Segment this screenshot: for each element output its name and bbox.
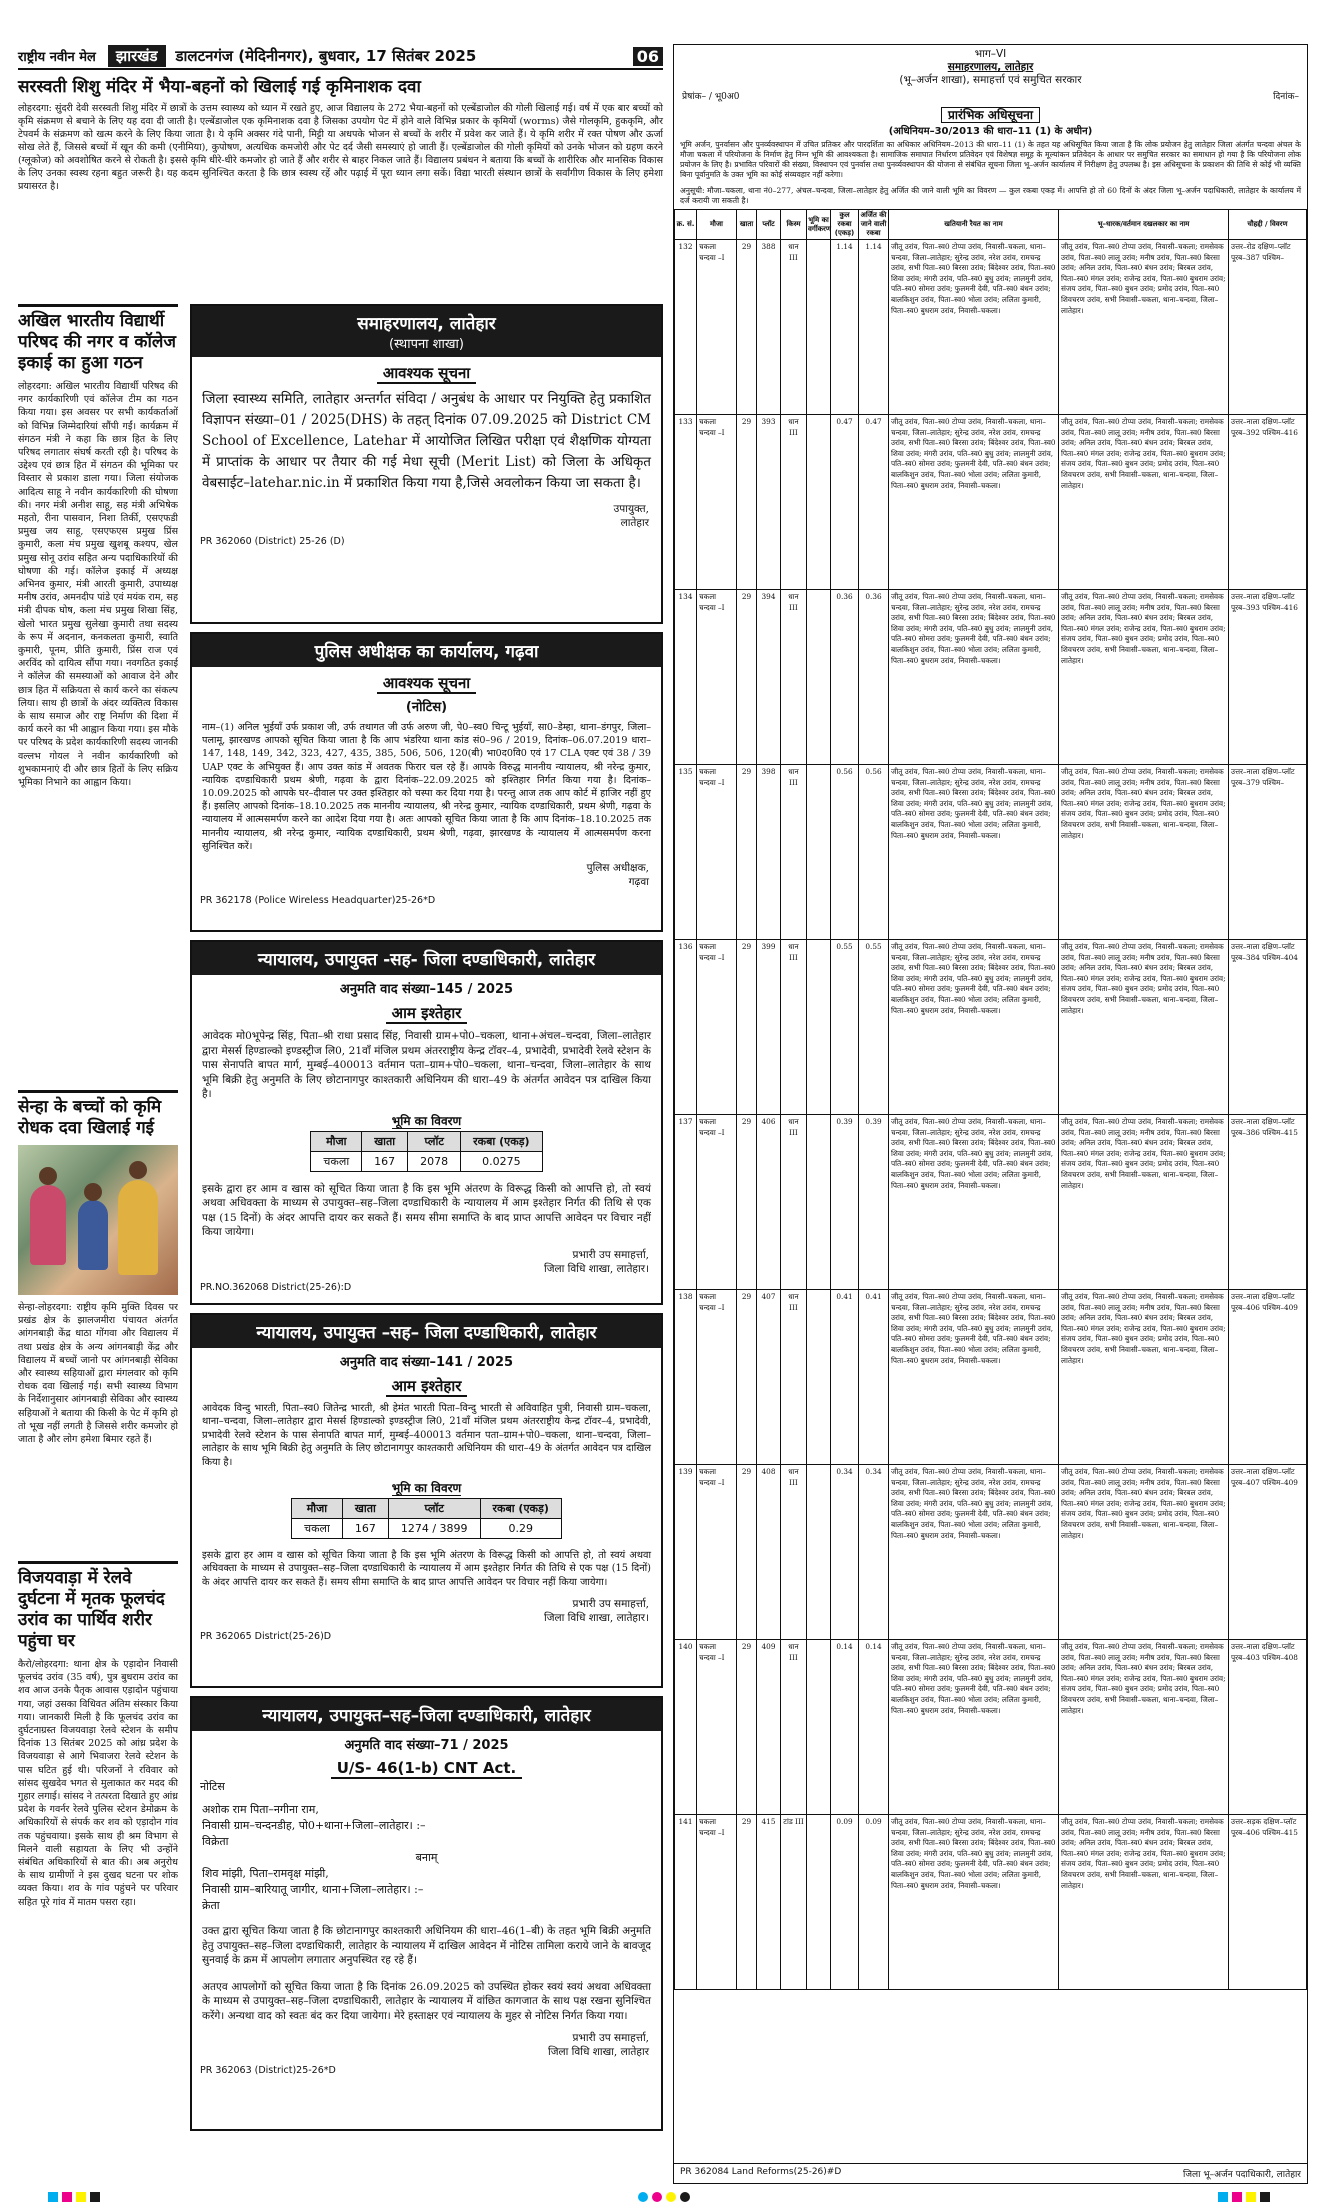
story-body: कैरो/लोहरदगा: थाना क्षेत्र के एड़ादोन निवासी फूलचंद उरांव (35 वर्ष), पुत्र बुधराम उरांव का शव आज उनके पैतृक आवास एड़ादोन पहुंचाया गया, जहां उसका विधिवत अंतिम संस्कार किया गया। जानकारी मिली है कि फूलचंद उरांव का दुर्घटनाग्रस्त विजयवाड़ा रेलवे स्टेशन के समीप दिनांक 13 सितंबर 2025 को आंध्र प्रदेश के विजयवाड़ा से आगे भिवाजरा रेलवे स्टेशन के पास घटित हुई थी। परिजनों ने रविवार को सांसद सुखदेव भगत से मुलाकात कर मदद की गुहार लगाई। सांसद ने तत्परता दिखाते हुए आंध्र प्रदेश के गवर्नर रेलवे पुलिस स्टेशन डेमोक्रम के अधिकारियों से संपर्क कर शव को एड़ादोन गांव तक पहुंचवाया। इसके साथ ही श्रम विभाग से मिलने वाली सहायता के लिए भी उन्होंने संबंधित अधिकारियों से बात की। अब अनुरोध के साथ ग्रामीणों ने इस दुखद घटना पर शोक व्यक्त किया। शव के गांव पहुंचने पर परिवार सहित पूरे गांव में मातम पसरा रहा। xyxy=(18,1659,178,1908)
notice-title: आम इश्तेहार xyxy=(192,1003,661,1023)
notice-signatory: प्रभारी उप समाहर्त्ता, जिला विधि शाखा, लातेहार। xyxy=(544,1248,649,1275)
news-photo xyxy=(18,1145,178,1295)
lead-headline: सरस्वती शिशु मंदिर में भैया-बहनों को खिलाई गई कृमिनाशक दवा xyxy=(18,77,421,97)
newspaper-page xyxy=(18,14,1308,2192)
land-schedule-table xyxy=(674,209,1307,1990)
notice-signatory: प्रभारी उप समाहर्त्ता, जिला विधि शाखा, लातेहार xyxy=(547,2032,649,2058)
notice-office: न्यायालय, उपायुक्त -सह- जिला दण्डाधिकारी, लातेहार xyxy=(192,942,661,975)
table-row: 137 चकला चन्दवा –I 29 406 धान III 0.39 0.39 जीतू उरांव, पिता–स्व0 टोप्पा उरांव, निवासी–चकला, थाना–चन्दवा, जिला–लातेहार; सुरेन्द्र उरांव, नरेश उरांव, रामचन्द्र उरांव, सभी पिता–स्व0 बिरसा उरांव; बिंदेश्वर उरांव, पिता–स्व0 शिवा उरांव; मंगरी उरांव, पति–स्व0 बुधु उरांव; लालमुनी उरांव, पति–स्व0 सोमरा उरांव; फुलमनी देवी, पति–स्व0 बंधन उरांव; बालकिशुन उरांव, पिता–स्व0 भोला उरांव; ललिता कुमारी, पिता–स्व0 बुधराम उरांव, निवासी–चकला। जीतू उरांव, पिता–स्व0 टोप्पा उरांव, निवासी–चकला; रामसेवक उरांव, पिता–स्व0 लालू उरांव; मनीष उरांव, पिता–स्व0 बिरसा उरांव; अनिल उरांव, पिता–स्व0 बंधन उरांव; बिरबल उरांव, पिता–स्व0 मंगल उरांव; राजेन्द्र उरांव, पिता–स्व0 बुधराम उरांव; संजय उरांव, पिता–स्व0 बुधन उरांव; प्रमोद उरांव, पिता–स्व0 शिवचरण उरांव, सभी निवासी–चकला, थाना–चन्दवा, जिला–लातेहार। उत्तर–नाला दक्षिण–प्लॉट पूरब–386 पश्चिम–415 xyxy=(675,1115,1307,1290)
pr-number: PR.NO.362068 District(25-26):D xyxy=(200,1281,352,1293)
notice-latehar-establishment xyxy=(190,304,663,624)
party-line: विक्रेता xyxy=(202,1835,229,1848)
reg-swatch-cyan xyxy=(48,2192,58,2202)
table-row: 140 चकला चन्दवा –I 29 409 धान III 0.14 0.14 जीतू उरांव, पिता–स्व0 टोप्पा उरांव, निवासी–चकला, थाना–चन्दवा, जिला–लातेहार; सुरेन्द्र उरांव, नरेश उरांव, रामचन्द्र उरांव, सभी पिता–स्व0 बिरसा उरांव; बिंदेश्वर उरांव, पिता–स्व0 शिवा उरांव; मंगरी उरांव, पति–स्व0 बुधु उरांव; लालमुनी उरांव, पति–स्व0 सोमरा उरांव; फुलमनी देवी, पति–स्व0 बंधन उरांव; बालकिशुन उरांव, पिता–स्व0 भोला उरांव; ललिता कुमारी, पिता–स्व0 बुधराम उरांव, निवासी–चकला। जीतू उरांव, पिता–स्व0 टोप्पा उरांव, निवासी–चकला; रामसेवक उरांव, पिता–स्व0 लालू उरांव; मनीष उरांव, पिता–स्व0 बिरसा उरांव; अनिल उरांव, पिता–स्व0 बंधन उरांव; बिरबल उरांव, पिता–स्व0 मंगल उरांव; राजेन्द्र उरांव, पिता–स्व0 बुधराम उरांव; संजय उरांव, पिता–स्व0 बुधन उरांव; प्रमोद उरांव, पिता–स्व0 शिवचरण उरांव, सभी निवासी–चकला, थाना–चन्दवा, जिला–लातेहार। उत्तर–नाला दक्षिण–प्लॉट पूरब–403 पश्चिम–408 xyxy=(675,1640,1307,1815)
parties xyxy=(192,1798,661,1918)
table-row: 135 चकला चन्दवा –I 29 398 धान III 0.56 0.56 जीतू उरांव, पिता–स्व0 टोप्पा उरांव, निवासी–चकला, थाना–चन्दवा, जिला–लातेहार; सुरेन्द्र उरांव, नरेश उरांव, रामचन्द्र उरांव, सभी पिता–स्व0 बिरसा उरांव; बिंदेश्वर उरांव, पिता–स्व0 शिवा उरांव; मंगरी उरांव, पति–स्व0 बुधु उरांव; लालमुनी उरांव, पति–स्व0 सोमरा उरांव; फुलमनी देवी, पति–स्व0 बंधन उरांव; बालकिशुन उरांव, पिता–स्व0 भोला उरांव; ललिता कुमारी, पिता–स्व0 बुधराम उरांव, निवासी–चकला। जीतू उरांव, पिता–स्व0 टोप्पा उरांव, निवासी–चकला; रामसेवक उरांव, पिता–स्व0 लालू उरांव; मनीष उरांव, पिता–स्व0 बिरसा उरांव; अनिल उरांव, पिता–स्व0 बंधन उरांव; बिरबल उरांव, पिता–स्व0 मंगल उरांव; राजेन्द्र उरांव, पिता–स्व0 बुधराम उरांव; संजय उरांव, पिता–स्व0 बुधन उरांव; प्रमोद उरांव, पिता–स्व0 शिवचरण उरांव, सभी निवासी–चकला, थाना–चन्दवा, जिला–लातेहार। उत्तर–नाला दक्षिण–प्लॉट पूरब–379 पश्चिम– xyxy=(675,765,1307,940)
story-headline: सेन्हा के बच्चों को कृमि रोधक दवा खिलाई गई xyxy=(18,1090,178,1139)
newspaper-brand: राष्ट्रीय नवीन मेल xyxy=(18,50,96,65)
land-caption: भूमि का विवरण xyxy=(391,1481,462,1496)
notice-subtitle: (नोटिस) xyxy=(405,700,448,715)
notice-body-2: अतएव आपलोगों को सूचित किया जाता है कि दिनांक 26.09.2025 को उपस्थित होकर स्वयं स्वयं अथवा अधिवक्ता के माध्यम से उपायुक्त–सह–जिला दण्डाधिकारी, लातेहार के न्यायालय में वांछित कागजात के साथ पक्ष रखना सुनिश्चित करेंगे। अन्यथा वाद को स्वतः बंद कर दिया जायेगा। मेरे हस्ताक्षर एवं न्यायालय के मुहर से नोटिस निर्गत किया गया। xyxy=(202,1980,651,2022)
notice-case-141 xyxy=(190,1313,663,1688)
case-number: अनुमति वाद संख्या–71 / 2025 xyxy=(344,1738,509,1753)
story-body: लोहरदगा: अखिल भारतीय विद्यार्थी परिषद की नगर कार्यकारिणी एवं कॉलेज टीम का गठन किया गया। इस अवसर पर सभी कार्यकर्ताओं को विभिन्न जिम्मेदारियां सौंपी गईं। कार्यक्रम में संगठन मंत्री ने कहा कि छात्र हित के लिए परिषद लगातार संघर्ष करती रही है। परिषद के उद्देश्य एवं छात्र हित में संगठन की भूमिका पर विस्तार से प्रकाश डाला गया। जिला संयोजक आदित्य साहू ने नवीन कार्यकारिणी की घोषणा की। नगर मंत्री अनीश साहू, सह मंत्री अभिषेक महतो, रीना पासवान, निशा तिर्की, एसएफडी प्रमुख जय साहू, एसएफएस प्रमुख प्रिंस कुमारी, कला मंच प्रमुख खुशबू कश्यप, खेल प्रमुख सोनू उरांव सहित अन्य पदाधिकारियों की घोषणा की गई। कॉलेज इकाई में अध्यक्ष अभिनव कुमार, मंत्री आरती कुमारी, उपाध्यक्ष मनीष उरांव, अमनदीप पांडे एवं मयंक राम, सह मंत्री दीपक घोष, कला मंच प्रमुख शिखा सिंह, खेलो भारत प्रमुख सुलेखा कुमारी तथा सदस्य के रूप में अदनान, कनकलता कुमारी, स्वाति कुमारी, पूनम, प्रीति कुमारी, प्रिंस राज एवं अरविंद को दायित्व सौंपा गया। नवगठित इकाई ने कॉलेज की समस्याओं को आवाज देने और छात्र हित में सक्रियता से कार्य करने का संकल्प लिया। साथ ही छात्रों के अंदर व्यक्तित्व विकास के साथ समाज और राष्ट्र निर्माण की दिशा में कार्य करने का भी आह्वान किया गया। इस मौके पर परिषद के प्रदेश कार्यकारिणी सदस्य जानकी वल्लभ गोयल ने नवीन कार्यकारिणी को शुभकामनाएं दी और छात्र हितों के लिए सक्रिय भूमिका निभाने का आह्वान किया। xyxy=(18,381,178,789)
table-header-row: क्र. सं. मौजा खाता प्लॉट किस्म भूमि का वर्गीकरण कुल रकबा (एकड़) अर्जित की जाने वाली रकबा खतियानी रैयत का नाम भू–धारक/वर्तमान दखलकार का नाम चौहद्दी / विवरण xyxy=(675,210,1307,240)
table-row: 139 चकला चन्दवा –I 29 408 धान III 0.34 0.34 जीतू उरांव, पिता–स्व0 टोप्पा उरांव, निवासी–चकला, थाना–चन्दवा, जिला–लातेहार; सुरेन्द्र उरांव, नरेश उरांव, रामचन्द्र उरांव, सभी पिता–स्व0 बिरसा उरांव; बिंदेश्वर उरांव, पिता–स्व0 शिवा उरांव; मंगरी उरांव, पति–स्व0 बुधु उरांव; लालमुनी उरांव, पति–स्व0 सोमरा उरांव; फुलमनी देवी, पति–स्व0 बंधन उरांव; बालकिशुन उरांव, पिता–स्व0 भोला उरांव; ललिता कुमारी, पिता–स्व0 बुधराम उरांव, निवासी–चकला। जीतू उरांव, पिता–स्व0 टोप्पा उरांव, निवासी–चकला; रामसेवक उरांव, पिता–स्व0 लालू उरांव; मनीष उरांव, पिता–स्व0 बिरसा उरांव; अनिल उरांव, पिता–स्व0 बंधन उरांव; बिरबल उरांव, पिता–स्व0 मंगल उरांव; राजेन्द्र उरांव, पिता–स्व0 बुधराम उरांव; संजय उरांव, पिता–स्व0 बुधन उरांव; प्रमोद उरांव, पिता–स्व0 शिवचरण उरांव, सभी निवासी–चकला, थाना–चन्दवा, जिला–लातेहार। उत्तर–नाला दक्षिण–प्लॉट पूरब–407 पश्चिम–409 xyxy=(675,1465,1307,1640)
land-caption: भूमि का विवरण xyxy=(391,1113,462,1128)
notice-signatory: प्रभारी उप समाहर्त्ता, जिला विधि शाखा, लातेहार। xyxy=(544,1598,649,1625)
notice-signatory: पुलिस अधीक्षक, गढ़वा xyxy=(586,862,649,889)
table-row: 134 चकला चन्दवा –I 29 394 धान III 0.36 0.36 जीतू उरांव, पिता–स्व0 टोप्पा उरांव, निवासी–चकला, थाना–चन्दवा, जिला–लातेहार; सुरेन्द्र उरांव, नरेश उरांव, रामचन्द्र उरांव, सभी पिता–स्व0 बिरसा उरांव; बिंदेश्वर उरांव, पिता–स्व0 शिवा उरांव; मंगरी उरांव, पति–स्व0 बुधु उरांव; लालमुनी उरांव, पति–स्व0 सोमरा उरांव; फुलमनी देवी, पति–स्व0 बंधन उरांव; बालकिशुन उरांव, पिता–स्व0 भोला उरांव; ललिता कुमारी, पिता–स्व0 बुधराम उरांव, निवासी–चकला। जीतू उरांव, पिता–स्व0 टोप्पा उरांव, निवासी–चकला; रामसेवक उरांव, पिता–स्व0 लालू उरांव; मनीष उरांव, पिता–स्व0 बिरसा उरांव; अनिल उरांव, पिता–स्व0 बंधन उरांव; बिरबल उरांव, पिता–स्व0 मंगल उरांव; राजेन्द्र उरांव, पिता–स्व0 बुधराम उरांव; संजय उरांव, पिता–स्व0 बुधन उरांव; प्रमोद उरांव, पिता–स्व0 शिवचरण उरांव, सभी निवासी–चकला, थाना–चन्दवा, जिला–लातेहार। उत्तर–नाला दक्षिण–प्लॉट पूरब–393 पश्चिम–416 xyxy=(675,590,1307,765)
registration-marks-right xyxy=(1218,2192,1274,2202)
party-line: निवासी ग्राम–चन्दनडीह, पो0+थाना+जिला–लातेहार। :– xyxy=(202,1819,426,1832)
land-table: मौजा खाता प्लॉट रकबा (एकड़) चकला 167 2078 0.0275 xyxy=(310,1131,542,1172)
gazette-subtitle: (अधिनियम–30/2013 की धारा–11 (1) के अधीन) xyxy=(888,126,1093,137)
table-row: चकला 167 1274 / 3899 0.29 xyxy=(292,1519,562,1539)
notice-office: न्यायालय, उपायुक्त–सह–जिला दण्डाधिकारी, लातेहार xyxy=(192,1698,661,1731)
pr-number: PR 362063 (District)25-26*D xyxy=(200,2065,336,2076)
reg-swatch-yellow xyxy=(76,2192,86,2202)
registration-marks-left xyxy=(48,2192,104,2202)
table-row: 136 चकला चन्दवा –I 29 399 धान III 0.55 0.55 जीतू उरांव, पिता–स्व0 टोप्पा उरांव, निवासी–चकला, थाना–चन्दवा, जिला–लातेहार; सुरेन्द्र उरांव, नरेश उरांव, रामचन्द्र उरांव, सभी पिता–स्व0 बिरसा उरांव; बिंदेश्वर उरांव, पिता–स्व0 शिवा उरांव; मंगरी उरांव, पति–स्व0 बुधु उरांव; लालमुनी उरांव, पति–स्व0 सोमरा उरांव; फुलमनी देवी, पति–स्व0 बंधन उरांव; बालकिशुन उरांव, पिता–स्व0 भोला उरांव; ललिता कुमारी, पिता–स्व0 बुधराम उरांव, निवासी–चकला। जीतू उरांव, पिता–स्व0 टोप्पा उरांव, निवासी–चकला; रामसेवक उरांव, पिता–स्व0 लालू उरांव; मनीष उरांव, पिता–स्व0 बिरसा उरांव; अनिल उरांव, पिता–स्व0 बंधन उरांव; बिरबल उरांव, पिता–स्व0 मंगल उरांव; राजेन्द्र उरांव, पिता–स्व0 बुधराम उरांव; संजय उरांव, पिता–स्व0 बुधन उरांव; प्रमोद उरांव, पिता–स्व0 शिवचरण उरांव, सभी निवासी–चकला, थाना–चन्दवा, जिला–लातेहार। उत्तर–नाला दक्षिण–प्लॉट पूरब–384 पश्चिम–404 xyxy=(675,940,1307,1115)
gazette-intro: भूमि अर्जन, पुनर्वासन और पुनर्व्यवस्थापन में उचित प्रतिकर और पारदर्शिता का अधिकार अधिनियम–2013 की धारा–11 (1) के तहत यह अधिसूचित किया जाता है कि लोक प्रयोजन हेतु लातेहार जिला अंतर्गत चन्दवा अंचल के मौजा चकला में परियोजना के निर्माण हेतु निम्न भूमि की आवश्यकता है। सामाजिक समाघात निर्धारण प्रतिवेदन एवं विशेषज्ञ समूह के मूल्यांकन प्रतिवेदन के आधार पर समुचित सरकार का समाधान हो गया है कि परियोजना लोक प्रयोजन के लिए है। प्रभावित परिवारों की संख्या, विस्थापन एवं पुनर्वास तथा पुनर्व्यवस्थापन की योजना से संबंधित सूचना जिला भू–अर्जन कार्यालय में निरीक्षण हेतु उपलब्ध है। इस अधिसूचना के प्रकाशन की तिथि से कोई भी व्यक्ति बिना पूर्वानुमति के उक्त भूमि का कोई संव्यवहार नहीं करेगा। xyxy=(680,140,1301,179)
land-table: मौजा खाता प्लॉट रकबा (एकड़) चकला 167 1274 / 3899 0.29 xyxy=(291,1498,562,1539)
notice-body-2: इसके द्वारा हर आम व खास को सूचित किया जाता है कि इस भूमि अंतरण के विरूद्ध किसी को आपत्ति हो, तो स्वयं अथवा अधिवक्ता के माध्यम से उपायुक्त–सह–जिला दण्डाधिकारी के न्यायालय में आम इश्तेहार निर्गत की तिथि से एक पक्ष (15 दिनों) के अंदर आपत्ति दायर कर सकते हैं। समय सीमा समाप्ति के बाद प्राप्त आपत्ति आवेदन पर विचार नहीं किया जायेगा। xyxy=(202,1550,651,1588)
lead-body: लोहरदगा: सुंदरी देवी सरस्वती शिशु मंदिर में छात्रों के उत्तम स्वास्थ्य को ध्यान में रखते हुए, आज विद्यालय के 272 भैया-बहनों को एल्बेंडाजोल की गोली खिलाई गई। वर्ष में एक बार बच्चों को कृमि संक्रमण से बचाने के लिए यह दवा दी जाती है। एल्बेंडाजोल एक कृमिनाशक दवा है जिसका उपयोग पेट में होने वाले विभिन्न प्रकार के कृमियों (worms) जैसे गोलकृमि, हुककृमि, और टेपवर्म के संक्रमण को खत्म करने के लिए किया जाता है। ये कृमि अक्सर गंदे पानी, मिट्टी या अधपके भोजन से बच्चों के शरीर में प्रवेश कर जाते हैं। ये कृमि शरीर में रक्त पोषण और ऊर्जा सोख लेते हैं, जिससे बच्चों में खून की कमी (एनीमिया), कुपोषण, अत्यधिक कमजोरी और पेट दर्द जैसी समस्याएं हो जाती हैं। एल्बेंडाजोल की गोली कृमियों को उनके भोजन को ग्रहण करने (ग्लूकोज) को अवशोषित करने से रोकती है। इससे कृमि धीरे-धीरे कमजोर हो जाते हैं और शरीर से बाहर निकल जाते हैं। विद्यालय प्रबंधन ने बताया कि बच्चों के शारीरिक और मानसिक विकास के लिए उनका स्वस्थ रहना बहुत जरूरी है। यह कदम सुनिश्चित करता है कि छात्र स्वस्थ रहें और पढ़ाई में पूरा ध्यान लगा सकें। विद्या भारती संस्थान छात्रों के सर्वांगीण विकास के लिए हमेशा प्रयासरत है। xyxy=(18,103,663,192)
reg-swatch-magenta xyxy=(62,2192,72,2202)
gazette-signatory: जिला भू–अर्जन पदाधिकारी, लातेहार xyxy=(1183,2170,1301,2180)
pr-number: PR 362178 (Police Wireless Headquarter)25-26*D xyxy=(200,895,436,907)
notice-body: आवेदक विन्दु भारती, पिता–स्व0 जितेन्द्र भारती, श्री हेमंत भारती पिता–विन्दु भारती से अविवाहित पुत्री, निवासी ग्राम–चकला, थाना–चन्दवा, जिला–लातेहार द्वारा मेसर्स हिण्डाल्को इण्डस्ट्रीज लि0, 21वाँ मंजिल प्रथम अंतरराष्ट्रीय केन्द्र टॉवर–4, प्रभादेवी, प्रभादेवी रेलवे स्टेशन के पास सेनापति बापत मार्ग, मुम्बई–400013 वर्तमान पता–ग्राम+पो0–चकला, थाना–चन्दवा, जिला–लातेहार के साथ भूमि बिक्री हेतु अनुमति के लिए छोटानागपुर काश्तकारी अधिनियम की धारा–49 के अंतर्गत आवेदन पत्र दाखिल किया है। xyxy=(202,1403,651,1468)
gazette-intro-2: अनुसूची: मौजा–चकला, थाना नं0–277, अंचल–चन्दवा, जिला–लातेहार हेतु अर्जित की जाने वाली भूमि का विवरण — कुल रकबा एकड़ में। आपत्ति हो तो 60 दिनों के अंदर जिला भू–अर्जन पदाधिकारी, लातेहार के कार्यालय में दर्ज करायी जा सकती है। xyxy=(680,186,1301,205)
notice-signatory: उपायुक्त, लातेहार xyxy=(613,503,649,529)
page-number: 06 xyxy=(633,47,663,66)
party-line: निवासी ग्राम–बारियातू जागीर, थाना+जिला–लातेहार। :– xyxy=(202,1883,424,1896)
notice-body-2: इसके द्वारा हर आम व खास को सूचित किया जाता है कि इस भूमि अंतरण के विरूद्ध किसी को आपत्ति हो, तो स्वयं अथवा अधिवक्ता के माध्यम से उपायुक्त–सह–जिला दण्डाधिकारी के न्यायालय में आम इश्तेहार निर्गत की तिथि से एक पक्ष (15 दिनों) के अंदर आपत्ति दायर कर सकते हैं। समय सीमा समाप्ति के बाद प्राप्त आपत्ति आवेदन पर विचार नहीं किया जायेगा। xyxy=(202,1182,651,1238)
story-headline: अखिल भारतीय विद्यार्थी परिषद की नगर व कॉलेज इकाई का हुआ गठन xyxy=(18,304,178,374)
state-label: झारखंड xyxy=(108,45,166,67)
notice-body: जिला स्वास्थ्य समिति, लातेहार अन्तर्गत संविदा / अनुबंध के आधार पर नियुक्ति हेतु प्रकाशित विज्ञापन संख्या–01 / 2025(DHS) के तहत् दिनांक 07.09.2025 को District CM School of Excellence, Latehar में आयोजित लिखित परीक्षा एवं शैक्षणिक योग्यता में प्राप्तांक के आधार पर तैयार की गई मेधा सूची (Merit List) को जिला के अधिकृत वेबसाईट–latehar.nic.in में प्रकाशित किया गया है,जिसे अवलोकन किया जा सकता है। xyxy=(202,391,651,491)
party-line: शिव मांझी, पिता–रामवृक्ष मांझी, xyxy=(202,1867,329,1880)
table-row: 138 चकला चन्दवा –I 29 407 धान III 0.41 0.41 जीतू उरांव, पिता–स्व0 टोप्पा उरांव, निवासी–चकला, थाना–चन्दवा, जिला–लातेहार; सुरेन्द्र उरांव, नरेश उरांव, रामचन्द्र उरांव, सभी पिता–स्व0 बिरसा उरांव; बिंदेश्वर उरांव, पिता–स्व0 शिवा उरांव; मंगरी उरांव, पति–स्व0 बुधु उरांव; लालमुनी उरांव, पति–स्व0 सोमरा उरांव; फुलमनी देवी, पति–स्व0 बंधन उरांव; बालकिशुन उरांव, पिता–स्व0 भोला उरांव; ललिता कुमारी, पिता–स्व0 बुधराम उरांव, निवासी–चकला। जीतू उरांव, पिता–स्व0 टोप्पा उरांव, निवासी–चकला; रामसेवक उरांव, पिता–स्व0 लालू उरांव; मनीष उरांव, पिता–स्व0 बिरसा उरांव; अनिल उरांव, पिता–स्व0 बंधन उरांव; बिरबल उरांव, पिता–स्व0 मंगल उरांव; राजेन्द्र उरांव, पिता–स्व0 बुधराम उरांव; संजय उरांव, पिता–स्व0 बुधन उरांव; प्रमोद उरांव, पिता–स्व0 शिवचरण उरांव, सभी निवासी–चकला, थाना–चन्दवा, जिला–लातेहार। उत्तर–नाला दक्षिण–प्लॉट पूरब–406 पश्चिम–409 xyxy=(675,1290,1307,1465)
pr-number: PR 362060 (District) 25-26 (D) xyxy=(200,536,345,547)
pr-number: PR 362084 Land Reforms(25-26)#D xyxy=(680,2167,842,2177)
notice-title: आवश्यक सूचना xyxy=(192,363,661,383)
story-abvp xyxy=(18,304,178,1080)
notice-case-145 xyxy=(190,940,663,1305)
story-deworming xyxy=(18,1090,178,1551)
table-row: 132 चकला चन्दवा –I 29 388 धान III 1.14 1.14 जीतू उरांव, पिता–स्व0 टोप्पा उरांव, निवासी–चकला, थाना–चन्दवा, जिला–लातेहार; सुरेन्द्र उरांव, नरेश उरांव, रामचन्द्र उरांव, सभी पिता–स्व0 बिरसा उरांव; बिंदेश्वर उरांव, पिता–स्व0 शिवा उरांव; मंगरी उरांव, पति–स्व0 बुधु उरांव; लालमुनी उरांव, पति–स्व0 सोमरा उरांव; फुलमनी देवी, पति–स्व0 बंधन उरांव; बालकिशुन उरांव, पिता–स्व0 भोला उरांव; ललिता कुमारी, पिता–स्व0 बुधराम उरांव, निवासी–चकला। जीतू उरांव, पिता–स्व0 टोप्पा उरांव, निवासी–चकला; रामसेवक उरांव, पिता–स्व0 लालू उरांव; मनीष उरांव, पिता–स्व0 बिरसा उरांव; अनिल उरांव, पिता–स्व0 बंधन उरांव; बिरबल उरांव, पिता–स्व0 मंगल उरांव; राजेन्द्र उरांव, पिता–स्व0 बुधराम उरांव; संजय उरांव, पिता–स्व0 बुधन उरांव; प्रमोद उरांव, पिता–स्व0 शिवचरण उरांव, सभी निवासी–चकला, थाना–चन्दवा, जिला–लातेहार। उत्तर–रोड दक्षिण–प्लॉट पूरब–387 पश्चिम– xyxy=(675,240,1307,415)
story-body: सेन्हा-लोहरदगा: राष्ट्रीय कृमि मुक्ति दिवस पर प्रखंड क्षेत्र के झालजमीरा पंचायत अंतर्गत आंगनबाड़ी केंद्र धाठा गोंगवा और विद्यालय में तथा प्रखंड क्षेत्र के अन्य आंगनबाड़ी केंद्र और विद्यालय में बच्चों जानो पर आंगनबाड़ी सेविका और स्वास्थ्य सहियाओं द्वारा मंगलवार को कृमि रोधक दवा खिलाई गई। सभी स्वास्थ्य विभाग के निर्देशानुसार आंगनबाड़ी सेविका और स्वास्थ्य सहियाओं ने बताया की किसी के पेट में कृमि हो तो भूख नहीं लगती है जिससे शरीर कमजोर हो जाता है और लोग हमेशा बिमार रहते हैं। xyxy=(18,1302,178,1446)
notice-title: आम इश्तेहार xyxy=(192,1376,661,1396)
case-number: अनुमति वाद संख्या–141 / 2025 xyxy=(339,1355,514,1370)
story-railway-accident xyxy=(18,1561,178,2178)
dateline: डालटनगंज (मेदिनीनगर), बुधवार, 17 सितंबर 2025 xyxy=(175,47,477,65)
notice-garhwa-police xyxy=(190,632,663,932)
notice-case-71 xyxy=(190,1696,663,2131)
land-acquisition-notification xyxy=(673,44,1308,2184)
table-row: 141 चकला चन्दवा –I 29 415 टांड III 0.09 0.09 जीतू उरांव, पिता–स्व0 टोप्पा उरांव, निवासी–चकला, थाना–चन्दवा, जिला–लातेहार; सुरेन्द्र उरांव, नरेश उरांव, रामचन्द्र उरांव, सभी पिता–स्व0 बिरसा उरांव; बिंदेश्वर उरांव, पिता–स्व0 शिवा उरांव; मंगरी उरांव, पति–स्व0 बुधु उरांव; लालमुनी उरांव, पति–स्व0 सोमरा उरांव; फुलमनी देवी, पति–स्व0 बंधन उरांव; बालकिशुन उरांव, पिता–स्व0 भोला उरांव; ललिता कुमारी, पिता–स्व0 बुधराम उरांव, निवासी–चकला। जीतू उरांव, पिता–स्व0 टोप्पा उरांव, निवासी–चकला; रामसेवक उरांव, पिता–स्व0 लालू उरांव; मनीष उरांव, पिता–स्व0 बिरसा उरांव; अनिल उरांव, पिता–स्व0 बंधन उरांव; बिरबल उरांव, पिता–स्व0 मंगल उरांव; राजेन्द्र उरांव, पिता–स्व0 बुधराम उरांव; संजय उरांव, पिता–स्व0 बुधन उरांव; प्रमोद उरांव, पिता–स्व0 शिवचरण उरांव, सभी निवासी–चकला, थाना–चन्दवा, जिला–लातेहार। उत्तर–सड़क दक्षिण–प्लॉट पूरब–406 पश्चिम–415 xyxy=(675,1815,1307,1990)
registration-marks-center xyxy=(638,2192,694,2202)
gazette-title: प्रारंभिक अधिसूचना xyxy=(674,106,1307,123)
gazette-header: भाग–VI समाहरणालय, लातेहार (भू–अर्जन शाखा), समाहर्त्ता एवं समुचित सरकार xyxy=(899,48,1082,86)
notice-office: समाहरणालय, लातेहार (स्थापना शाखा) xyxy=(192,306,661,357)
gazette-reference: प्रेषांक– / भू0अ0 दिनांक– xyxy=(682,92,1299,102)
table-row: चकला 167 2078 0.0275 xyxy=(311,1151,542,1171)
party-line: क्रेता xyxy=(202,1899,220,1912)
masthead xyxy=(18,44,663,70)
left-column xyxy=(18,304,178,2188)
pr-number: PR 362065 District(25-26)D xyxy=(200,1631,332,1643)
notice-office: पुलिस अधीक्षक का कार्यालय, गढ़वा xyxy=(192,634,661,667)
story-headline: विजयवाड़ा में रेलवे दुर्घटना में मृतक फूलचंद उरांव का पार्थिव शरीर पहुंचा घर xyxy=(18,1561,178,1652)
notices-column xyxy=(190,304,663,2139)
notice-office: न्यायालय, उपायुक्त –सह– जिला दण्डाधिकारी, लातेहार xyxy=(192,1315,661,1348)
gazette-footer xyxy=(674,2163,1307,2183)
party-line: अशोक राम पिता–नगीना राम, xyxy=(202,1803,319,1816)
notice-body: उक्त द्वारा सूचित किया जाता है कि छोटानागपुर काश्तकारी अधिनियम की धारा–46(1–बी) के तहत भूमि बिक्री अनुमति हेतु उपायुक्त–सह–जिला दण्डाधिकारी, लातेहार के न्यायालय में दाखिल आवेदन में नोटिस तामिला कराये जाने के बावजूद सुनवाई के क्रम में आपलोग लगातार अनुपस्थित रह रहे हैं। xyxy=(202,1925,651,1966)
notice-body: आवेदक मो0भूपेन्द्र सिंह, पिता–श्री राधा प्रसाद सिंह, निवासी ग्राम+पो0–चकला, थाना+अंचल–चन्दवा, जिला–लातेहार द्वारा मेसर्स हिण्डाल्को इण्डस्ट्रीज लि0, 21वाँ मंजिल प्रथम अंतरराष्ट्रीय केन्द्र टॉवर–4, प्रभादेवी, प्रभादेवी रेलवे स्टेशन के पास सेनापति बापत मार्ग, मुम्बई–400013 वर्तमान पता–ग्राम+पो0–चकला, थाना–चन्दवा, जिला–लातेहार के साथ भूमि बिक्री हेतु अनुमति के लिए छोटानागपुर काश्तकारी अधिनियम की धारा–49 के अंतर्गत आवेदन पत्र दाखिल किया है। xyxy=(202,1030,651,1100)
party-line: बनाम् xyxy=(415,1851,438,1864)
case-number: अनुमति वाद संख्या–145 / 2025 xyxy=(339,982,514,997)
notice-title: आवश्यक सूचना xyxy=(192,673,661,693)
reg-swatch-black xyxy=(90,2192,100,2202)
case-act: U/S- 46(1-b) CNT Act. xyxy=(192,1759,661,1777)
notice-label: नोटिस xyxy=(200,1780,225,1793)
notice-body: नाम–(1) अनिल भुईयाँ उर्फ प्रकाश जी, उर्फ तथागत जी उर्फ अरुण जी, पे0–स्व0 चिन्टू भुईयाँ, सा0–डेम्हा, थाना–डंगपुर, जिला–पलामू, झारखण्ड आपको सूचित किया जाता है कि आप भंडरिया थाना कांड सं0–96 / 2019, दिनांक–06.07.2019 धारा–147, 148, 149, 342, 323, 427, 435, 385, 506, 506, 120(बी) भा0द0वि0 एवं 17 CLA एक्ट एवं 38 / 39 UAP एक्ट के अभियुक्त हैं। आप उक्त कांड में अवतक फिरार चल रहे हैं। आपके विरुद्ध माननीय न्यायालय, श्री नरेन्द्र कुमार, न्यायिक दण्डाधिकारी प्रथम श्रेणी, गढ़वा के द्वारा दिनांक–22.09.2025 को इश्तिहार निर्गत किया गया है। दिनांक–10.09.2025 को आपके घर–दीवाल पर उक्त इश्तिहार को चस्पा कर दिया गया है। परन्तु आज तक आप कोर्ट में हाजिर नहीं हुए हैं। इसलिए आपको दिनांक–18.10.2025 तक माननीय न्यायालय, श्री नरेन्द्र कुमार, न्यायिक दण्डाधिकारी, प्रथम श्रेणी, गढ़वा के न्यायालय में आत्मसमर्पण करने का आदेश दिया गया है। अतः आपको सूचित किया जाता है कि आप दिनांक–18.10.2025 तक माननीय न्यायालय, श्री नरेन्द्र कुमार, न्यायिक दण्डाधिकारी, प्रथम श्रेणी, गढ़वा, झारखण्ड के न्यायालय में आत्मसमर्पण करना सुनिश्चित करें। xyxy=(202,722,651,852)
table-row: 133 चकला चन्दवा –I 29 393 धान III 0.47 0.47 जीतू उरांव, पिता–स्व0 टोप्पा उरांव, निवासी–चकला, थाना–चन्दवा, जिला–लातेहार; सुरेन्द्र उरांव, नरेश उरांव, रामचन्द्र उरांव, सभी पिता–स्व0 बिरसा उरांव; बिंदेश्वर उरांव, पिता–स्व0 शिवा उरांव; मंगरी उरांव, पति–स्व0 बुधु उरांव; लालमुनी उरांव, पति–स्व0 सोमरा उरांव; फुलमनी देवी, पति–स्व0 बंधन उरांव; बालकिशुन उरांव, पिता–स्व0 भोला उरांव; ललिता कुमारी, पिता–स्व0 बुधराम उरांव, निवासी–चकला। जीतू उरांव, पिता–स्व0 टोप्पा उरांव, निवासी–चकला; रामसेवक उरांव, पिता–स्व0 लालू उरांव; मनीष उरांव, पिता–स्व0 बिरसा उरांव; अनिल उरांव, पिता–स्व0 बंधन उरांव; बिरबल उरांव, पिता–स्व0 मंगल उरांव; राजेन्द्र उरांव, पिता–स्व0 बुधराम उरांव; संजय उरांव, पिता–स्व0 बुधन उरांव; प्रमोद उरांव, पिता–स्व0 शिवचरण उरांव, सभी निवासी–चकला, थाना–चन्दवा, जिला–लातेहार। उत्तर–नाला दक्षिण–प्लॉट पूरब–392 पश्चिम–416 xyxy=(675,415,1307,590)
